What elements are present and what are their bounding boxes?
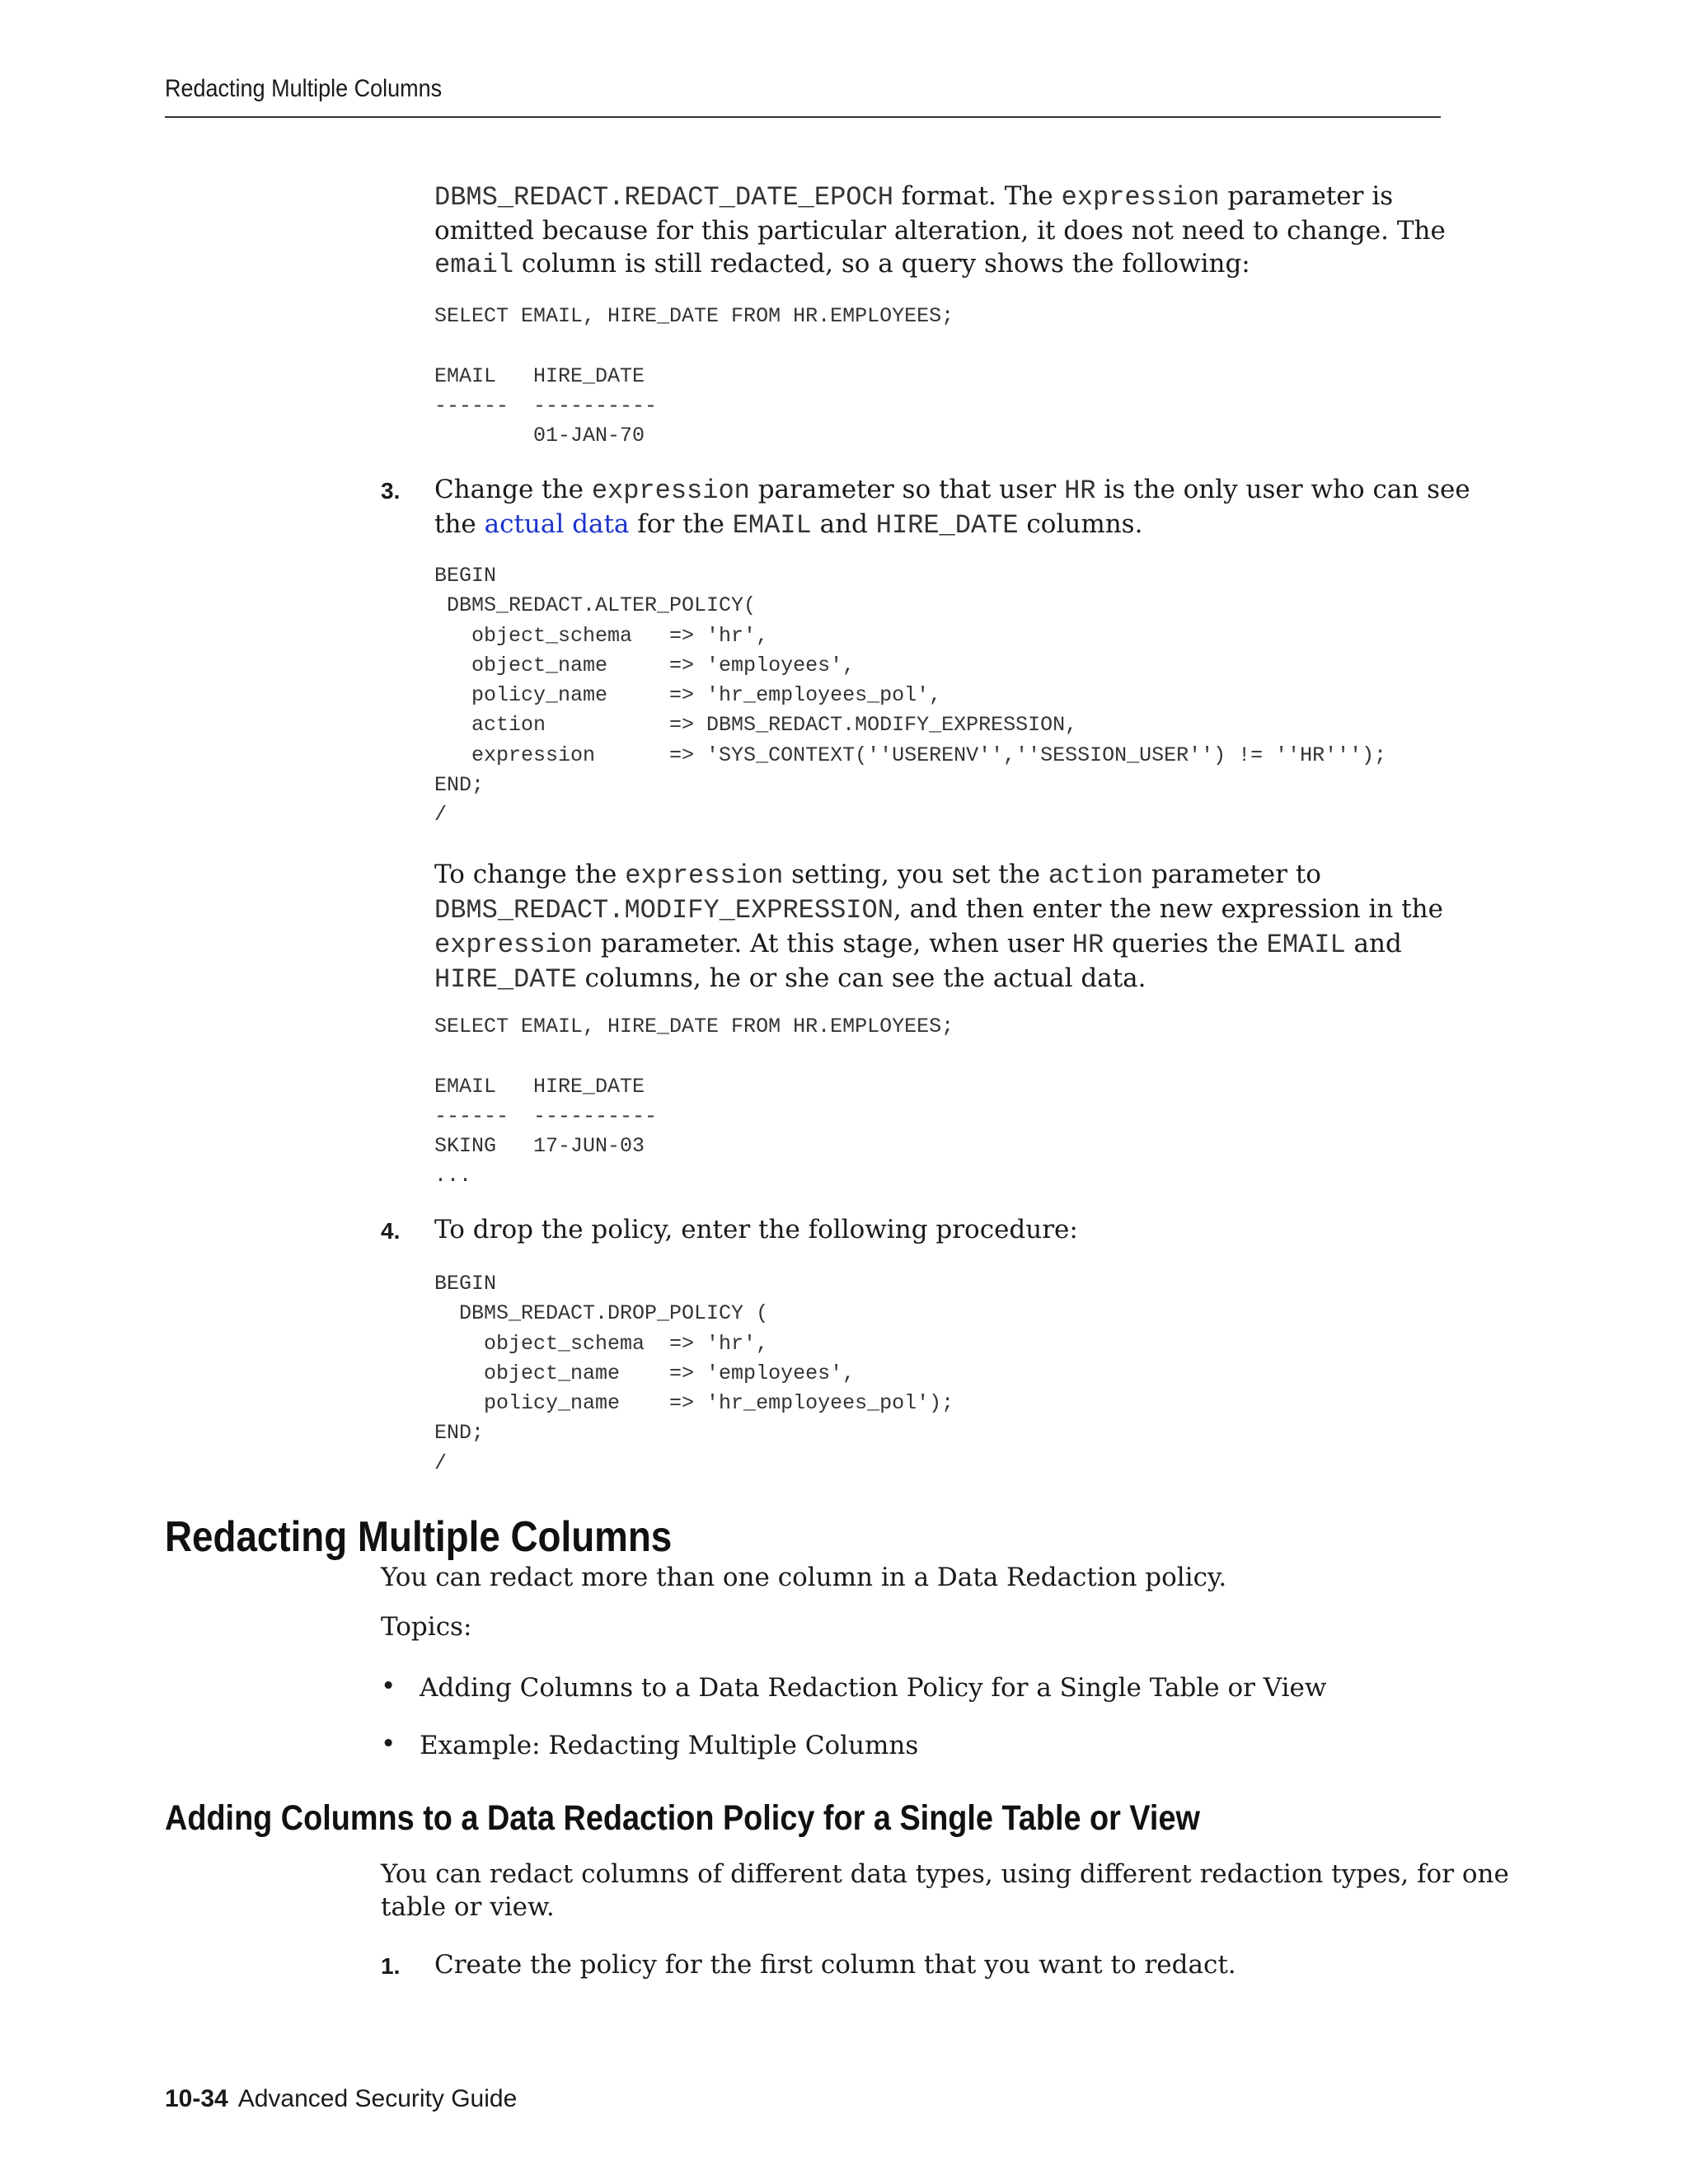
intro-paragraph: DBMS_REDACT.REDACT_DATE_EPOCH format. The expression parameter is omitted because for this particular alteration, it does not need to change. The email column is still redacted, so a query shows the following: [434, 181, 1446, 280]
topics-label: Topics: [381, 1612, 472, 1642]
page-number: 10-34 [165, 2085, 228, 2112]
step-number-3: 3. [381, 478, 401, 504]
code-block-drop-policy: BEGIN DBMS_REDACT.DROP_POLICY ( object_schema => 'hr', object_name => 'employees', policy_name => 'hr_employees_pol'); END; / [434, 1272, 954, 1475]
alter-explanation-paragraph: To change the expression setting, you set the action parameter to DBMS_REDACT.MODIFY_EXPRESSION, and then enter the new expression in the expression parameter. At this stage, when user HR queries the EMAIL and HIRE_DATE columns, he or she can see the actual data. [434, 860, 1443, 995]
topic-link-example[interactable]: Example: Redacting Multiple Columns [420, 1731, 919, 1760]
running-header: Redacting Multiple Columns [165, 75, 443, 102]
bullet-2: • [381, 1729, 396, 1759]
page-footer [165, 2085, 517, 2113]
step-4-text: To drop the policy, enter the following procedure: [434, 1215, 1078, 1244]
header-rule [165, 116, 1441, 118]
bullet-1: • [381, 1671, 396, 1701]
step-number-4: 4. [381, 1218, 401, 1244]
subsection-heading: Adding Columns to a Data Redaction Policy for a Single Table or View [165, 1798, 1200, 1838]
step-3-text: Change the expression parameter so that user HR is the only user who can see the actual data for the EMAIL and HIRE_DATE columns. [434, 475, 1470, 541]
code-block-query-2: SELECT EMAIL, HIRE_DATE FROM HR.EMPLOYEES; EMAIL HIRE_DATE ------ ---------- SKING 17-JUN-03 ... [434, 1015, 954, 1188]
section-intro: You can redact more than one column in a Data Redaction policy. [381, 1563, 1227, 1592]
section-heading: Redacting Multiple Columns [165, 1513, 673, 1561]
code-block-query-1: SELECT EMAIL, HIRE_DATE FROM HR.EMPLOYEES; EMAIL HIRE_DATE ------ ---------- 01-JAN-70 [434, 304, 954, 448]
step-number-1: 1. [381, 1953, 401, 1979]
topic-link-adding-columns[interactable]: Adding Columns to a Data Redaction Policy for a Single Table or View [420, 1673, 1327, 1703]
code-block-alter-policy: BEGIN DBMS_REDACT.ALTER_POLICY( object_schema => 'hr', object_name => 'employees', policy_name => 'hr_employees_pol', action => DBMS_REDACT.MODIFY_EXPRESSION, expression => 'SYS_CONTEXT(''USERENV'',''SESSION_USER'') != ''HR'''); END; / [434, 564, 1387, 827]
step-1-text: Create the policy for the first column that you want to redact. [434, 1950, 1236, 1980]
subsection-paragraph: You can redact columns of different data types, using different redaction types, for one table or view. [381, 1859, 1509, 1922]
actual-data-link[interactable]: actual data [484, 509, 630, 539]
footer-title: Advanced Security Guide [237, 2085, 518, 2112]
